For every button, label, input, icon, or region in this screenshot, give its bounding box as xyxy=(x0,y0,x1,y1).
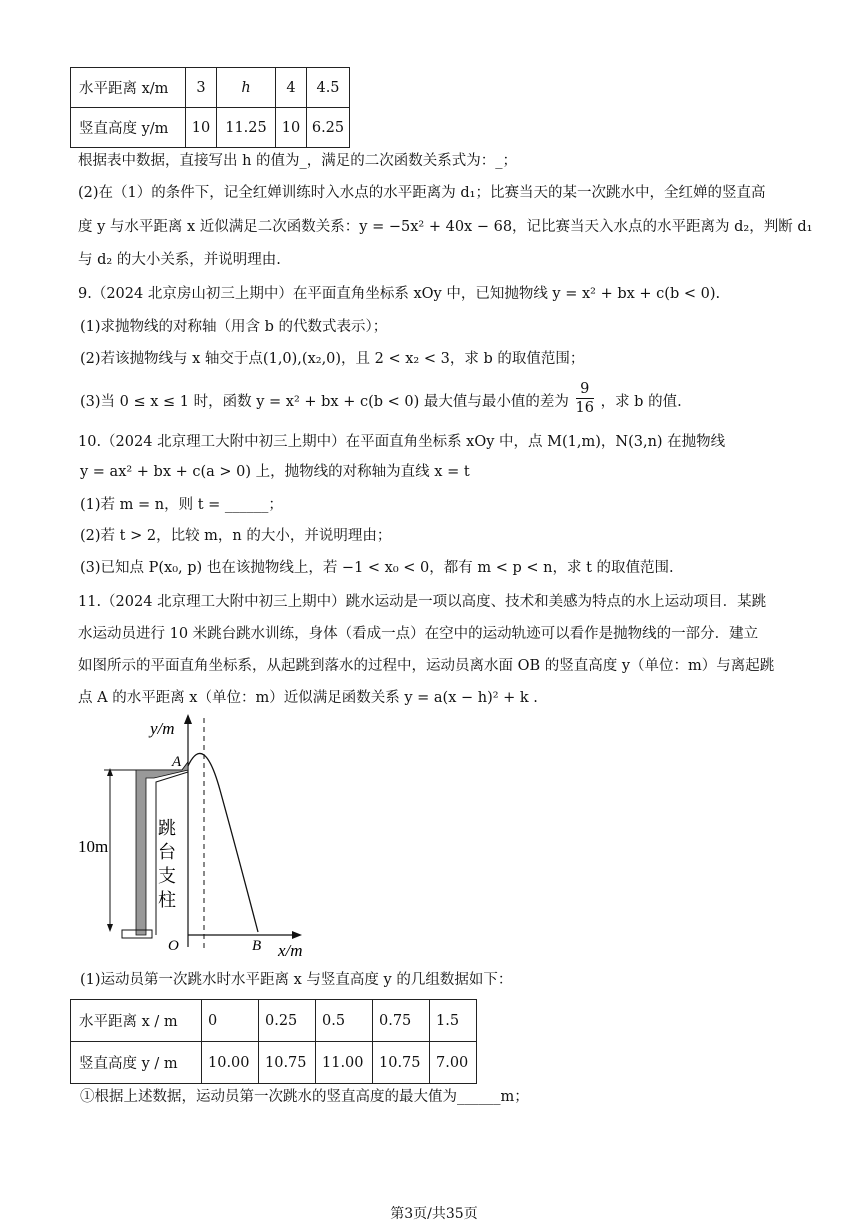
table-cell: h xyxy=(217,68,276,108)
x-axis-label: x/m xyxy=(278,941,303,960)
table-cell: 1.5 xyxy=(430,1000,477,1042)
table-cell: 0.25 xyxy=(259,1000,316,1042)
table-cell: 4.5 xyxy=(307,68,350,108)
question-10: 10.（2024 北京理工大附中初三上期中）在平面直角坐标系 xOy 中，点 M(1,m)，N(3,n) 在抛物线 xyxy=(78,434,726,450)
table-cell: 4 xyxy=(276,68,307,108)
question-11: 11.（2024 北京理工大附中初三上期中）跳水运动是一项以高度、技术和美感为特点的水上运动项目．某跳 xyxy=(78,594,767,610)
arrow-up-icon xyxy=(107,768,113,776)
origin-label: O xyxy=(168,938,179,954)
table-cell: 6.25 xyxy=(307,108,350,148)
table-row xyxy=(71,1042,477,1084)
trajectory-curve xyxy=(188,753,258,932)
question-10-part-1: (1)若 m = n，则 t = ______； xyxy=(80,497,283,513)
point-a-label: A xyxy=(172,754,182,770)
support-label-char: 台 xyxy=(158,842,176,863)
table-header-cell: 水平距离 x / m xyxy=(71,1000,202,1042)
arrow-down-icon xyxy=(107,924,113,932)
table-header-cell: 水平距离 x/m xyxy=(71,68,186,108)
height-label: 10m xyxy=(78,837,109,856)
table-cell: 10.75 xyxy=(259,1042,316,1084)
support-label-char: 柱 xyxy=(158,890,176,911)
paragraph: 根据表中数据，直接写出 h 的值为_，满足的二次函数关系式为：_； xyxy=(78,153,518,169)
question-10-part-3: (3)已知点 P(x₀, p) 也在该抛物线上，若 −1 < x₀ < 0，都有 m < p < n，求 t 的取值范围. xyxy=(80,560,674,576)
question-10-part-2: (2)若 t > 2，比较 m，n 的大小，并说明理由； xyxy=(80,528,392,544)
question-11-part-1-sub-1: ①根据上述数据，运动员第一次跳水的竖直高度的最大值为______m； xyxy=(80,1089,529,1105)
question-11-part-1: (1)运动员第一次跳水时水平距离 x 与竖直高度 y 的几组数据如下： xyxy=(80,972,513,988)
page-footer: 第3页/共35页 xyxy=(390,1206,478,1222)
fraction-denominator: 16 xyxy=(575,400,594,416)
table-cell: 0.75 xyxy=(373,1000,430,1042)
distance-height-table-1 xyxy=(70,67,350,148)
table-cell: 11.25 xyxy=(217,108,276,148)
table-cell: 0.5 xyxy=(316,1000,373,1042)
table-cell: 11.00 xyxy=(316,1042,373,1084)
point-b-label: B xyxy=(252,938,262,954)
table-header-cell: 竖直高度 y / m xyxy=(71,1042,202,1084)
question-9-part-1: (1)求抛物线的对称轴（用含 b 的代数式表示）； xyxy=(80,319,388,335)
question-11-cont: 水运动员进行 10 米跳台跳水训练，身体（看成一点）在空中的运动轨迹可以看作是抛物线的一部分．建立 xyxy=(78,626,759,642)
diving-platform-figure xyxy=(78,710,336,960)
table-row xyxy=(71,108,350,148)
question-10-cont: y = ax² + bx + c(a > 0) 上，抛物线的对称轴为直线 x = t xyxy=(80,464,470,480)
table-header-cell: 竖直高度 y/m xyxy=(71,108,186,148)
support-label-char: 支 xyxy=(158,866,176,887)
question-9-part-3-text: (3)当 0 ≤ x ≤ 1 时，函数 y = x² + bx + c(b < 0) 最大值与最小值的差为 xyxy=(80,394,569,410)
x-axis-arrow xyxy=(292,931,302,939)
fraction-numerator: 9 xyxy=(576,380,594,399)
table-cell: 7.00 xyxy=(430,1042,477,1084)
table-cell: 3 xyxy=(186,68,217,108)
fraction xyxy=(576,380,594,417)
table-cell: 10.00 xyxy=(202,1042,259,1084)
table-cell: 10 xyxy=(186,108,217,148)
question-9-part-3 xyxy=(80,380,682,424)
paragraph: (2)在（1）的条件下，记全红婵训练时入水点的水平距离为 d₁；比赛当天的某一次跳水中，全红婵的竖直高 xyxy=(78,185,766,201)
question-11-cont: 如图所示的平面直角坐标系，从起跳到落水的过程中，运动员离水面 OB 的竖直高度 y（单位：m）与离起跳 xyxy=(78,658,775,674)
paragraph: 与 d₂ 的大小关系，并说明理由. xyxy=(78,252,281,268)
table-row xyxy=(71,1000,477,1042)
table-cell: 10 xyxy=(276,108,307,148)
distance-height-table-2 xyxy=(70,999,477,1084)
table-row xyxy=(71,68,350,108)
table-cell: 10.75 xyxy=(373,1042,430,1084)
table-cell: 0 xyxy=(202,1000,259,1042)
support-label-char: 跳 xyxy=(158,818,176,839)
question-9: 9.（2024 北京房山初三上期中）在平面直角坐标系 xOy 中，已知抛物线 y = x² + bx + c(b < 0). xyxy=(78,286,721,302)
y-axis-label: y/m xyxy=(150,719,175,738)
paragraph: 度 y 与水平距离 x 近似满足二次函数关系：y = −5x² + 40x − 68，记比赛当天入水点的水平距离为 d₂，判断 d₁ xyxy=(78,219,813,235)
question-9-part-2: (2)若该抛物线与 x 轴交于点(1,0),(x₂,0)，且 2 < x₂ < 3，求 b 的取值范围； xyxy=(80,351,585,367)
question-9-part-3-tail: ，求 b 的值. xyxy=(600,394,682,410)
question-11-cont: 点 A 的水平距离 x（单位：m）近似满足函数关系 y = a(x − h)² + k . xyxy=(78,690,538,706)
y-axis-arrow xyxy=(184,714,192,724)
